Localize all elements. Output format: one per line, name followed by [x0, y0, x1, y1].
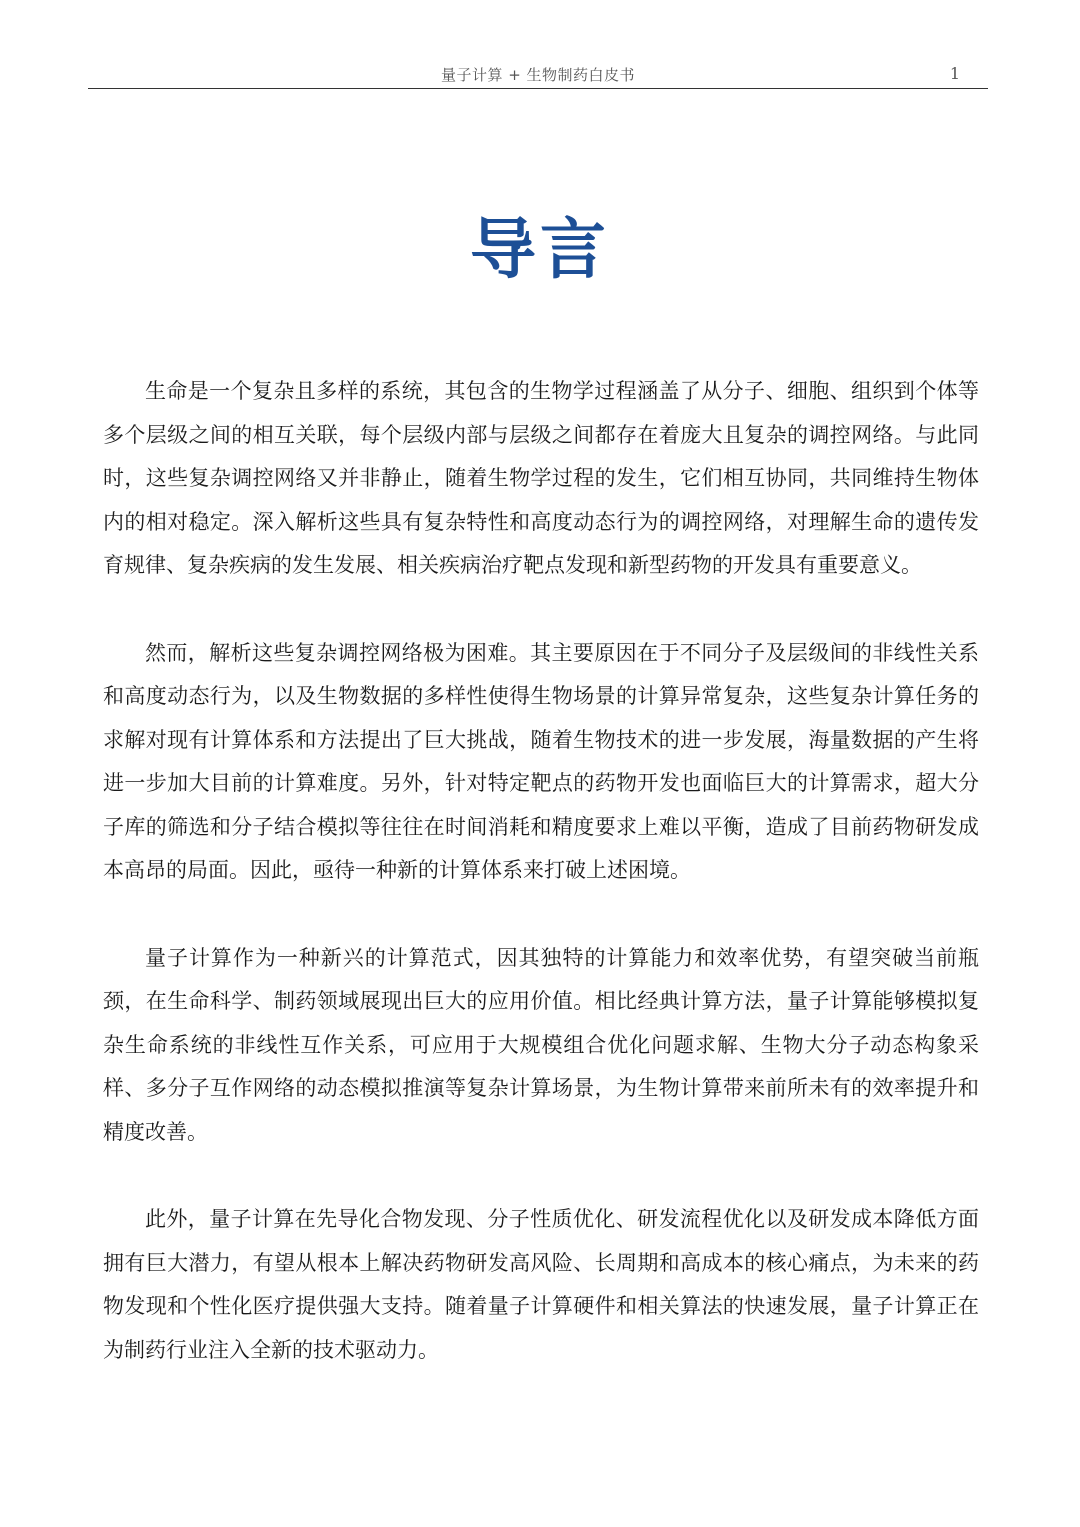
- running-header-title: 量子计算 + 生物制药白皮书: [440, 66, 636, 84]
- page-number: 1: [949, 64, 960, 83]
- paragraph-1: 生命是一个复杂且多样的系统，其包含的生物学过程涵盖了从分子、细胞、组织到个体等多个层级之间的相互关联，每个层级内部与层级之间都存在着庞大且复杂的调控网络。与此同时，这些复杂调控网络又并非静止，随着生物学过程的发生，它们相互协同，共同维持生物体内的相对稳定。深入解析这些具有复杂特性和高度动态行为的调控网络，对理解生命的遗传发育规律、复杂疾病的发生发展、相关疾病治疗靶点发现和新型药物的开发具有重要意义。: [103, 379, 979, 577]
- page-header: [88, 62, 988, 89]
- body-text: [103, 370, 979, 1416]
- paragraph-4: 此外，量子计算在先导化合物发现、分子性质优化、研发流程优化以及研发成本降低方面拥有巨大潜力，有望从根本上解决药物研发高风险、长周期和高成本的核心痛点，为未来的药物发现和个性化医疗提供强大支持。随着量子计算硬件和相关算法的快速发展，量子计算正在为制药行业注入全新的技术驱动力。: [103, 1207, 979, 1362]
- chapter-title: 导言: [470, 211, 610, 288]
- paragraph-2: 然而，解析这些复杂调控网络极为困难。其主要原因在于不同分子及层级间的非线性关系和高度动态行为，以及生物数据的多样性使得生物场景的计算异常复杂，这些复杂计算任务的求解对现有计算体系和方法提出了巨大挑战，随着生物技术的进一步发展，海量数据的产生将进一步加大目前的计算难度。另外，针对特定靶点的药物开发也面临巨大的计算需求，超大分子库的筛选和分子结合模拟等往往在时间消耗和精度要求上难以平衡，造成了目前药物研发成本高昂的局面。因此，亟待一种新的计算体系来打破上述困境。: [103, 640, 979, 882]
- paragraph-3: 量子计算作为一种新兴的计算范式，因其独特的计算能力和效率优势，有望突破当前瓶颈，在生命科学、制药领域展现出巨大的应用价值。相比经典计算方法，量子计算能够模拟复杂生命系统的非线性互作关系，可应用于大规模组合优化问题求解、生物大分子动态构象采样、多分子互作网络的动态模拟推演等复杂计算场景，为生物计算带来前所未有的效率提升和精度改善。: [103, 945, 979, 1144]
